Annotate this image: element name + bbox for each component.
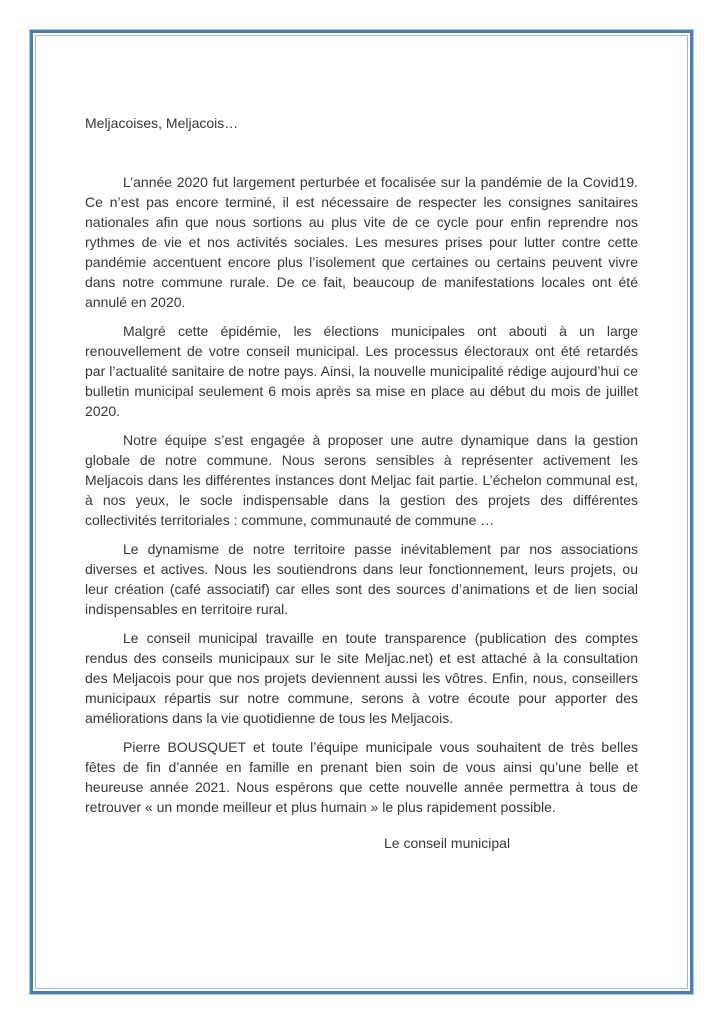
letter-signature: Le conseil municipal [384,835,511,851]
letter-paragraph-1: L’année 2020 fut largement perturbée et focalisée sur la pandémie de la Covid19. Ce n’est pas encore terminé, il est nécessaire de respecter les consignes sanitaires nationales afin que nous sortions au plus vite de ce cycle pour enfin reprendre nos rythmes de vie et nos activités sociales. Les mesures prises pour lutter contre cette pandémie accentuent encore plus l’isolement que certaines ou certains peuvent vivre dans notre commune rurale. De ce fait, beaucoup de manifestations locales ont été annulé en 2020. [85,174,638,310]
letter-paragraph-3: Notre équipe s’est engagée à proposer une autre dynamique dans la gestion globale de notre commune. Nous serons sensibles à représenter activement les Meljacois dans les différentes instances dont Meljac fait partie. L’échelon communal est, à nos yeux, le socle indispensable dans la gestion des projets des différentes collectivités territoriales : commune, communauté de commune … [85,432,638,528]
letter-paragraph-6: Pierre BOUSQUET et toute l’équipe municipale vous souhaitent de très belles fêtes de fin d’année en famille en prenant bien soin de vous ainsi qu’une belle et heureuse année 2021. Nous espérons que cette nouvelle année permettra à tous de retrouver « un monde meilleur et plus humain » le plus rapidement possible. [85,739,638,815]
letter-body [85,113,638,853]
letter-salutation: Meljacoises, Meljacois… [85,115,239,131]
letter-paragraph-4: Le dynamisme de notre territoire passe inévitablement par nos associations diverses et actives. Nous les soutiendrons dans leur fonctionnement, leurs projets, ou leur création (café associatif) car elles sont des sources d’animations et de lien social indispensables en territoire rural. [85,541,638,617]
letter-paragraph-5: Le conseil municipal travaille en toute transparence (publication des comptes rendus des conseils municipaux sur le site Meljac.net) et est attaché à la consultation des Meljacois pour que nos projets deviennent aussi les vôtres. Enfin, nous, conseillers municipaux répartis sur notre commune, serons à votre écoute pour apporter des améliorations dans la vie quotidienne de tous les Meljacois. [85,630,638,726]
letter-paragraph-2: Malgré cette épidémie, les élections municipales ont abouti à un large renouvellement de votre conseil municipal. Les processus électoraux ont été retardés par l’actualité sanitaire de notre pays. Ainsi, la nouvelle municipalité rédige aujourd’hui ce bulletin municipal seulement 6 mois après sa mise en place au début du mois de juillet 2020. [85,323,638,419]
